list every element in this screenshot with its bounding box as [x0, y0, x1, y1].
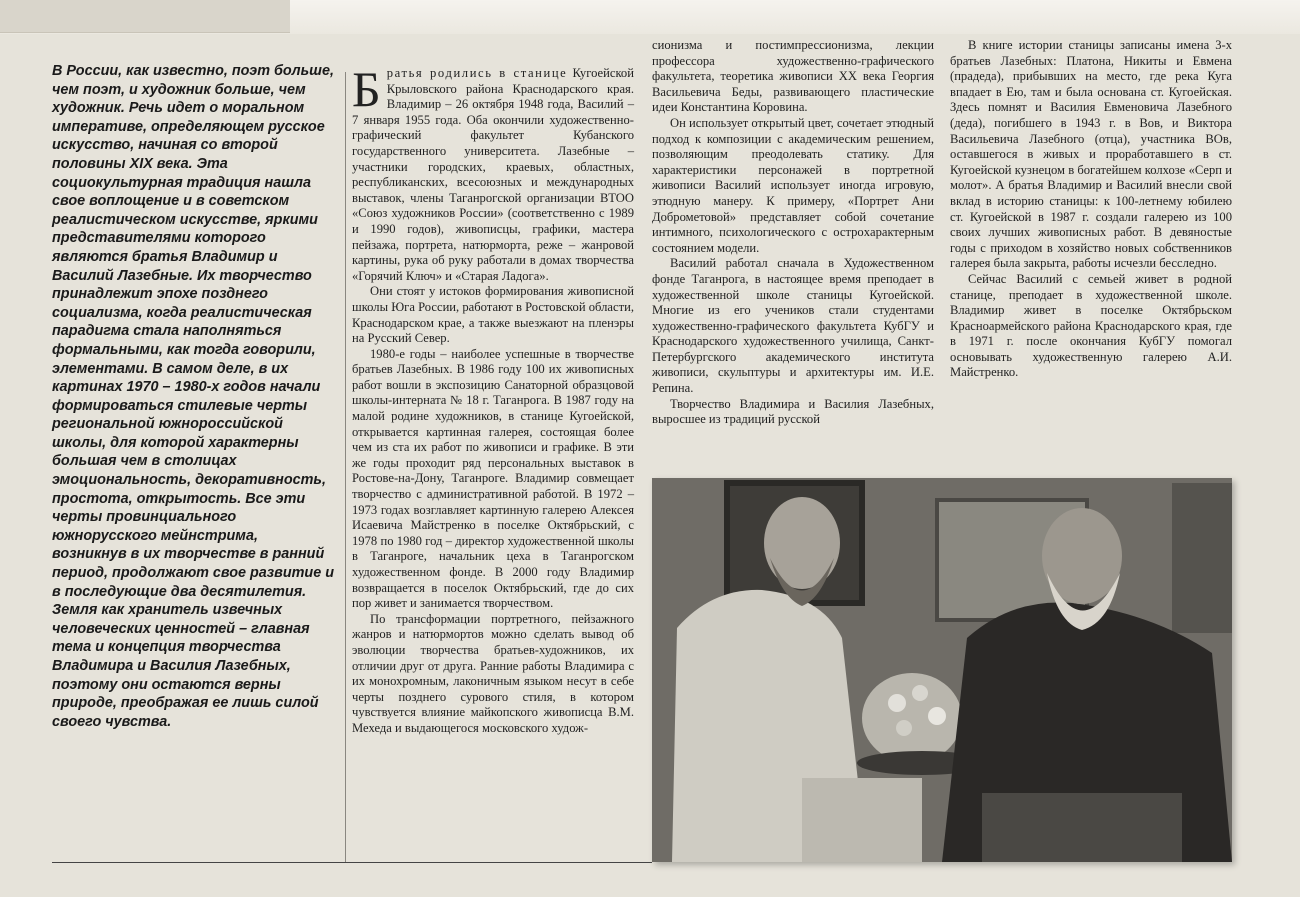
col3-paragraph-3: Творчество Владимира и Василия Лазебных, выросшее из традиций русской [652, 396, 934, 427]
col2-paragraph-1 [352, 61, 634, 284]
article-column-4 [950, 38, 1232, 381]
lead-paragraph: В России, как известно, поэт больше, чем поэт, и художник больше, чем художник. Речь идет о моральном императиве, определяющем русское искусство, начиная со второй половины XIX века. Эта социокультурная традиция нашла свое воплощение и в советском реалистическом искусстве, яркими представителями которого являются братья Владимир и Василий Лазебные. Их творчество принадлежит эпохе позднего социализма, когда реалистическая парадигма стала наполняться формальными, как тогда говорили, элементами. В самом деле, в их картинах 1970 – 1980-х годов начали формироваться стилевые черты региональной южнороссийской школы, для которой характерны большая чем в столицах эмоциональность, декоративность, простота, открытость. Все эти черты провинциального южнорусского мейнстрима, возникнув в их творчестве в ранний период, продолжают свое развитие и в последующие два десятилетия. Земля как хранитель извечных человеческих ценностей – главная тема и концепция творчества Владимира и Василия Лазебных, поэтому они остаются верны природе, преображая ее лишь силой своего чувства. [52, 63, 335, 730]
artists-photo [652, 478, 1232, 862]
photo-illustration [652, 478, 1232, 862]
flower-bouquet [862, 673, 962, 763]
torn-paper-edge [0, 0, 290, 33]
painting-frame-right [1172, 483, 1232, 633]
col4-paragraph-2: Сейчас Василий с семьей живет в родной станице, преподает в художественной школе. Владимир живет в поселке Октябрьском Красноармейского района Краснодарского края, где в 1971 г. после окончания КубГУ помогал основывать художественную галерею А.И. Майстренко. [950, 271, 1232, 380]
col4-paragraph-1: В книге истории станицы записаны имена 3-х братьев Лазебных: Платона, Никиты и Евмена (прадеда), прибывших на место, где река Куга впадает в Ею, там и была основана ст. Кугоейская. Здесь помнят и Василия Евменовича Лазебного (деда), погибшего в 1943 г. в Вов, и Виктора Васильевича Лазебного (отца), участника ВОв, оставшегося в живых и проработавшего в ст. Кугоейской кузнецом в богатейшем колхозе «Серп и молот». А братья Владимир и Василий внесли свой вклад в историю станицы: к 100-летнему юбилею ст. Кугоейской в 1987 г. создали галерею из 100 своих лучших живописных работ. В девяностые годы с приходом в хозяйство новых собственников галерея была закрыта, работы исчезли бесследно. [950, 38, 1232, 271]
article-column-3 [652, 38, 934, 428]
col3-paragraph-2: Василий работал сначала в Художественном фонде Таганрога, в настоящее время преподает в художественной школе станицы Кугоейской. Многие из его учеников стали студентами художественно-графического факультета КубГУ и Краснодарского художественного училища, Санкт-Петербургского академического института живописи, скульптуры и архитектуры им. И.Е. Репина. [652, 256, 934, 396]
drop-cap: Б [352, 61, 381, 117]
col2-paragraph-2: Они стоят у истоков формирования живописной школы Юга России, работают в Ростовской области, Краснодарском крае, а также выезжают на пленэры на Русский Север. [352, 284, 634, 346]
man-right-trousers [982, 793, 1182, 862]
col2-spaced-start: ратья родились в станице [386, 66, 568, 80]
col3-paragraph-1: Он использует открытый цвет, сочетает этюдный подход к композиции с академическим решением, позволяющим преодолевать статику. Для характеристики персонажей в портретной живописи Василий использует иногда игровую, этюдную манеру. К примеру, «Портрет Ани Доброметовой» представляет собой сочетание интимного, психологического с остроxарактерным состоянием модели. [652, 115, 934, 255]
col2-p1-rest: Кугоейской Крыловского района Краснодарского края. Владимир – 26 октября 1948 года, Василий – 7 января 1955 года. Оба окончили художественно-графический факультет Кубанского государственного университета. Лазебные – участники городских, краевых, областных, республиканских, всесоюзных и международных выставок, члены Таганрогской организации ВТОО «Союз художников России» (соответственно с 1989 и 1990 годов), живописцы, графики, мастера пейзажа, портрета, натюрморта, реже – жанровой картины, рука об руку работали в домах творчества «Горячий Ключ» и «Старая Ладога». [352, 66, 634, 283]
col2-paragraph-3: 1980-е годы – наиболее успешные в творчестве братьев Лазебных. В 1986 году 100 их живописных работ вошли в экспозицию Санаторной образцовой школы-интерната № 18 г. Таганрога. В 1987 году на малой родине художников, в станице Кугоейской, открывается картинная галерея, состоящая более чем из ста их работ по живописи и графике. В эти же годы проходит ряд персональных выставок в Ростове-на-Дону, Таганроге. Владимир совмещает творчество с административной работой. В 1972 – 1973 годах возглавляет картинную галерею Алексея Исаевича Майстренко в поселке Октябрьский, с 1978 по 1980 год – директор художественной школы в Таганроге, начальник цеха в Таганрогском художественном фонде. В 2000 году Владимир возвращается в поселок Октябрьский, где до сих пор живет и занимается творчеством. [352, 346, 634, 611]
article-column-2 [352, 61, 634, 737]
man-left-head [764, 497, 840, 589]
man-left-trousers [802, 778, 922, 862]
column-rule [345, 72, 346, 862]
col3-paragraph-0: сионизма и постимпрессионизма, лекции профессора художественно-графического факультета, теоретика живописи XX века Георгия Васильевича Беды, развивающего пластические идеи Константина Коровина. [652, 38, 934, 115]
col2-paragraph-4: По трансформации портретного, пейзажного жанров и натюрмортов можно сделать вывод об эволюции творчества братьев-художников, их отличии друг от друга. Ранние работы Владимира с их монохромным, лаконичным языком несут в себе черты позднего сурового стиля, в котором чувствуется влияние майкопского живописца В.М. Мехеда и выдающегося московского худож- [352, 611, 634, 735]
bottom-rule [52, 862, 652, 863]
